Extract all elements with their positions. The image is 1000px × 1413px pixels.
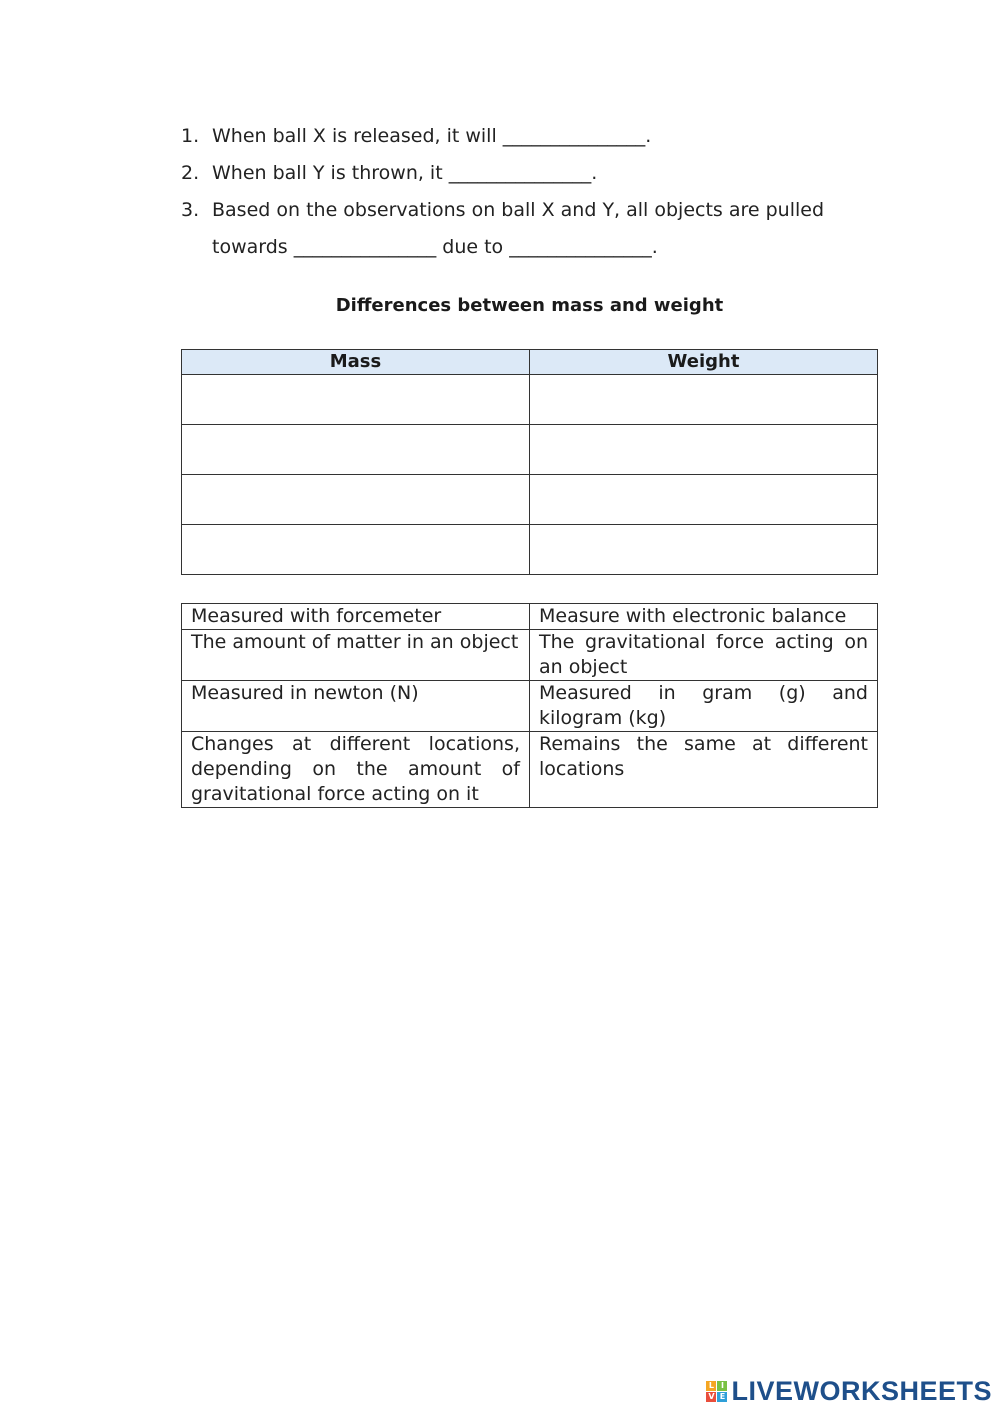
answer-table-header <box>182 350 878 375</box>
options-table <box>181 603 878 808</box>
option-item[interactable]: Remains the same at different locations <box>530 732 878 808</box>
question-number: 2. <box>181 162 200 184</box>
header-weight: Weight <box>530 350 878 375</box>
option-item[interactable]: Changes at different locations, depending on the amount of gravitational force acting on it <box>182 732 530 808</box>
options-row <box>182 732 878 808</box>
drop-zone-weight-3[interactable] <box>530 475 878 525</box>
answer-row <box>182 425 878 475</box>
option-item[interactable]: Measure with electronic balance <box>530 604 878 630</box>
options-row <box>182 630 878 681</box>
question-number: 3. <box>181 199 200 221</box>
question-text: When ball Y is thrown, it _______________. <box>212 162 598 184</box>
liveworksheets-logo <box>706 1376 992 1407</box>
answer-row <box>182 375 878 425</box>
question-2 <box>181 155 881 192</box>
option-item[interactable]: Measured in newton (N) <box>182 681 530 732</box>
drop-zone-weight-4[interactable] <box>530 525 878 575</box>
logo-mark-icon <box>706 1381 727 1402</box>
option-item[interactable]: Measured with forcemeter <box>182 604 530 630</box>
option-item[interactable]: The amount of matter in an object <box>182 630 530 681</box>
logo-mark-letter: L <box>706 1381 716 1391</box>
header-mass: Mass <box>182 350 530 375</box>
logo-mark-letter: I <box>717 1381 727 1391</box>
answer-row <box>182 525 878 575</box>
question-text: When ball X is released, it will _______________. <box>212 125 652 147</box>
question-text: Based on the observations on ball X and Y, all objects are pulled towards _______________ due to _______________. <box>212 199 825 258</box>
question-1 <box>181 118 881 155</box>
question-3 <box>181 192 881 266</box>
section-title: Differences between mass and weight <box>335 295 724 316</box>
logo-mark-letter: E <box>717 1392 727 1402</box>
drop-zone-mass-3[interactable] <box>182 475 530 525</box>
option-item[interactable]: The gravitational force acting on an object <box>530 630 878 681</box>
drop-zone-mass-4[interactable] <box>182 525 530 575</box>
drop-zone-mass-2[interactable] <box>182 425 530 475</box>
option-item[interactable]: Measured in gram (g) and kilogram (kg) <box>530 681 878 732</box>
options-row <box>182 681 878 732</box>
drop-zone-mass-1[interactable] <box>182 375 530 425</box>
answer-row <box>182 475 878 525</box>
logo-mark-letter: V <box>708 1392 715 1401</box>
options-row <box>182 604 878 630</box>
question-number: 1. <box>181 125 200 147</box>
answer-table <box>181 349 878 575</box>
drop-zone-weight-2[interactable] <box>530 425 878 475</box>
drop-zone-weight-1[interactable] <box>530 375 878 425</box>
question-list <box>181 118 881 266</box>
logo-text: LIVEWORKSHEETS <box>731 1376 992 1406</box>
